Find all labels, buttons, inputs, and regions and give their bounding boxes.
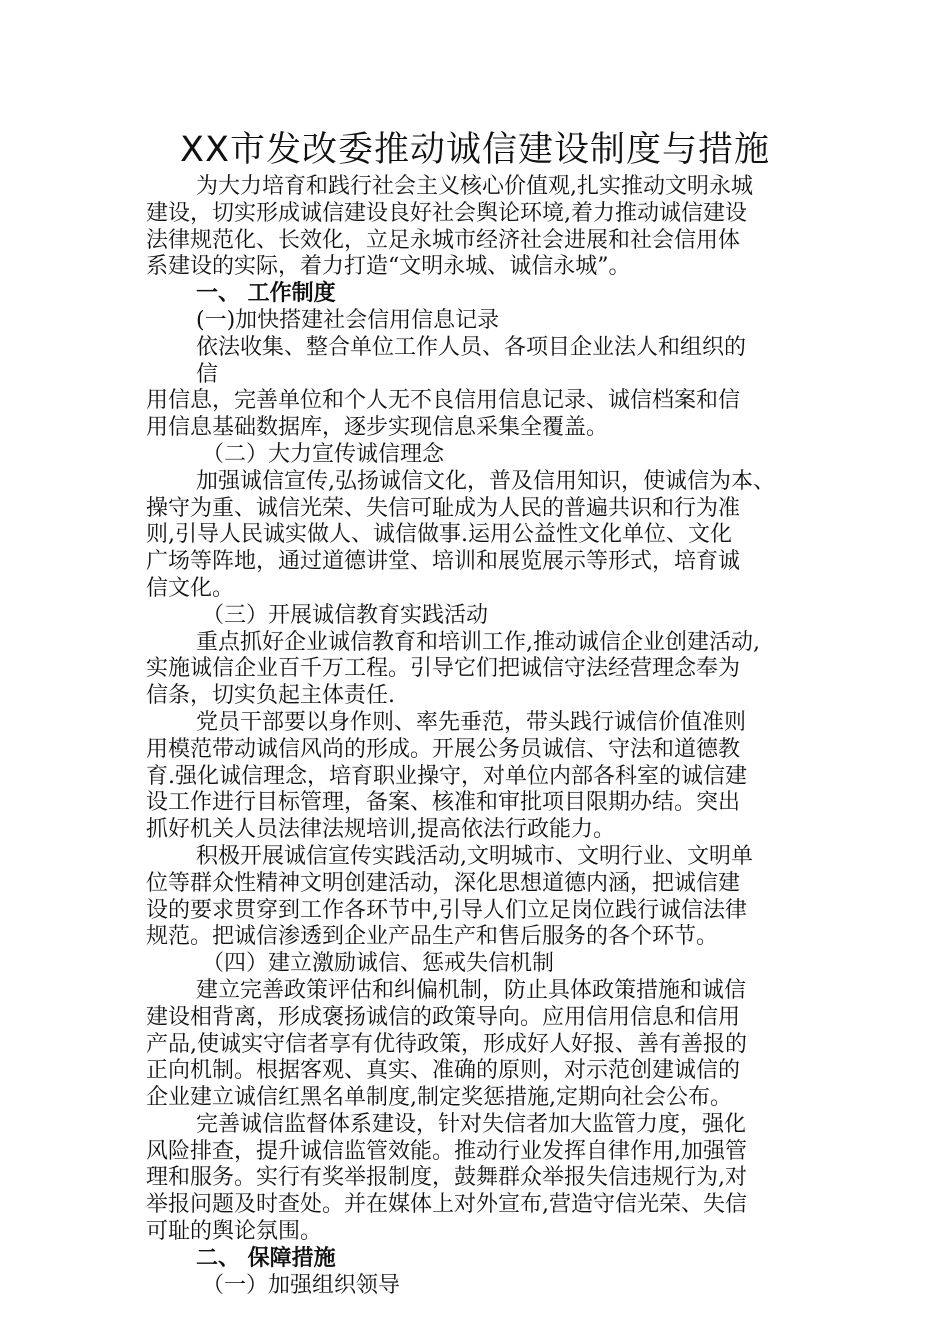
text-line: 系建设的实际，着力打造“文明永城、诚信永城”。 (146, 254, 631, 280)
text-line: 风险排查，提升诚信监管效能。推动行业发挥自律作用,加强管 (146, 1138, 747, 1164)
text-line: 企业建立诚信红黑名单制度,制定奖惩措施,定期向社会公布。 (146, 1085, 732, 1111)
text-line: 依法收集、整合单位工作人员、各项目企业法人和组织的 (196, 334, 747, 360)
text-line: 为大力培育和践行社会主义核心价值观,扎实推动文明永城 (196, 174, 753, 199)
text-line: 广场等阵地，通过道德讲堂、培训和展览展示等形式，培育诚 (146, 549, 741, 575)
text-line: 用模范带动诚信风尚的形成。开展公务员诚信、守法和道德教 (146, 736, 741, 762)
text-line: 法律规范化、长效化，立足永城市经济社会进展和社会信用体 (146, 227, 741, 253)
text-line: 加强诚信宣传,弘扬诚信文化，普及信用知识，使诚信为本、 (196, 468, 775, 494)
text-line: 用信息基础数据库，逐步实现信息采集全覆盖。 (146, 415, 609, 441)
text-line: 位等群众性精神文明创建活动，深化思想道德内涵，把诚信建 (146, 870, 741, 896)
text-line: 党员干部要以身作则、率先垂范，带头践行诚信价值准则 (196, 709, 747, 735)
text-line: 举报问题及时查处。并在媒体上对外宣布,营造守信光荣、失信 (146, 1192, 747, 1218)
text-line: 设的要求贯穿到工作各环节中,引导人们立足岗位践行诚信法律 (146, 897, 747, 923)
text-line: 建立完善政策评估和纠偏机制，防止具体政策措施和诚信 (196, 977, 747, 1003)
text-line: 理和服务。实行有奖举报制度，鼓舞群众举报失信违规行为,对 (146, 1165, 747, 1191)
section-heading: 二、 保障措施 (196, 1245, 336, 1271)
document-body (146, 174, 836, 1299)
text-line: 抓好机关人员法律法规培训,提高依法行政能力。 (146, 817, 615, 843)
text-line: 信文化。 (146, 575, 235, 601)
text-line: 信 (196, 361, 219, 387)
text-line: 产品,使诚实守信者享有优待政策，形成好人好报、善有善报的 (146, 1031, 747, 1057)
text-line: 信条，切实负起主体责任. (146, 683, 395, 709)
text-line: 用信息，完善单位和个人无不良信用信息记录、诚信档案和信 (146, 388, 741, 414)
text-line: 建设，切实形成诚信建设良好社会舆论环境,着力推动诚信建设 (146, 200, 747, 226)
document-title: XX市发改委推动诚信建设制度与措施 (180, 130, 770, 170)
text-line: 重点抓好企业诚信教育和培训工作,推动诚信企业创建活动, (196, 629, 760, 655)
text-line: 则,引导人民诚实做人、诚信做事.运用公益性文化单位、文化 (146, 522, 732, 548)
text-line: （四）建立激励诚信、惩戒失信机制 (202, 951, 555, 977)
text-line: 可耻的舆论氛围。 (146, 1219, 323, 1245)
text-line: 完善诚信监督体系建设，针对失信者加大监管力度，强化 (196, 1111, 747, 1137)
text-line: 操守为重、诚信光荣、失信可耻成为人民的普遍共识和行为准 (146, 495, 741, 521)
text-line: （三）开展诚信教育实践活动 (202, 602, 489, 628)
text-line: 实施诚信企业百千万工程。引导它们把诚信守法经营理念奉为 (146, 656, 741, 682)
text-line: （一）加强组织领导 (202, 1272, 401, 1298)
text-line: （二）大力宣传诚信理念 (202, 441, 445, 467)
text-line: 积极开展诚信宣传实践活动,文明城市、文明行业、文明单 (196, 843, 753, 869)
section-heading: 一、 工作制度 (196, 281, 336, 307)
text-line: 建设相背离，形成褒扬诚信的政策导向。应用信用信息和信用 (146, 1004, 741, 1030)
text-line: 育.强化诚信理念，培育职业操守，对单位内部各科室的诚信建 (146, 763, 747, 789)
text-line: (一)加快搭建社会信用信息记录 (196, 307, 500, 333)
text-line: 设工作进行目标管理，备案、核准和审批项目限期办结。突出 (146, 790, 741, 816)
text-line: 正向机制。根据客观、真实、准确的原则，对示范创建诚信的 (146, 1058, 741, 1084)
text-line: 规范。把诚信渗透到企业产品生产和售后服务的各个环节。 (146, 924, 719, 950)
